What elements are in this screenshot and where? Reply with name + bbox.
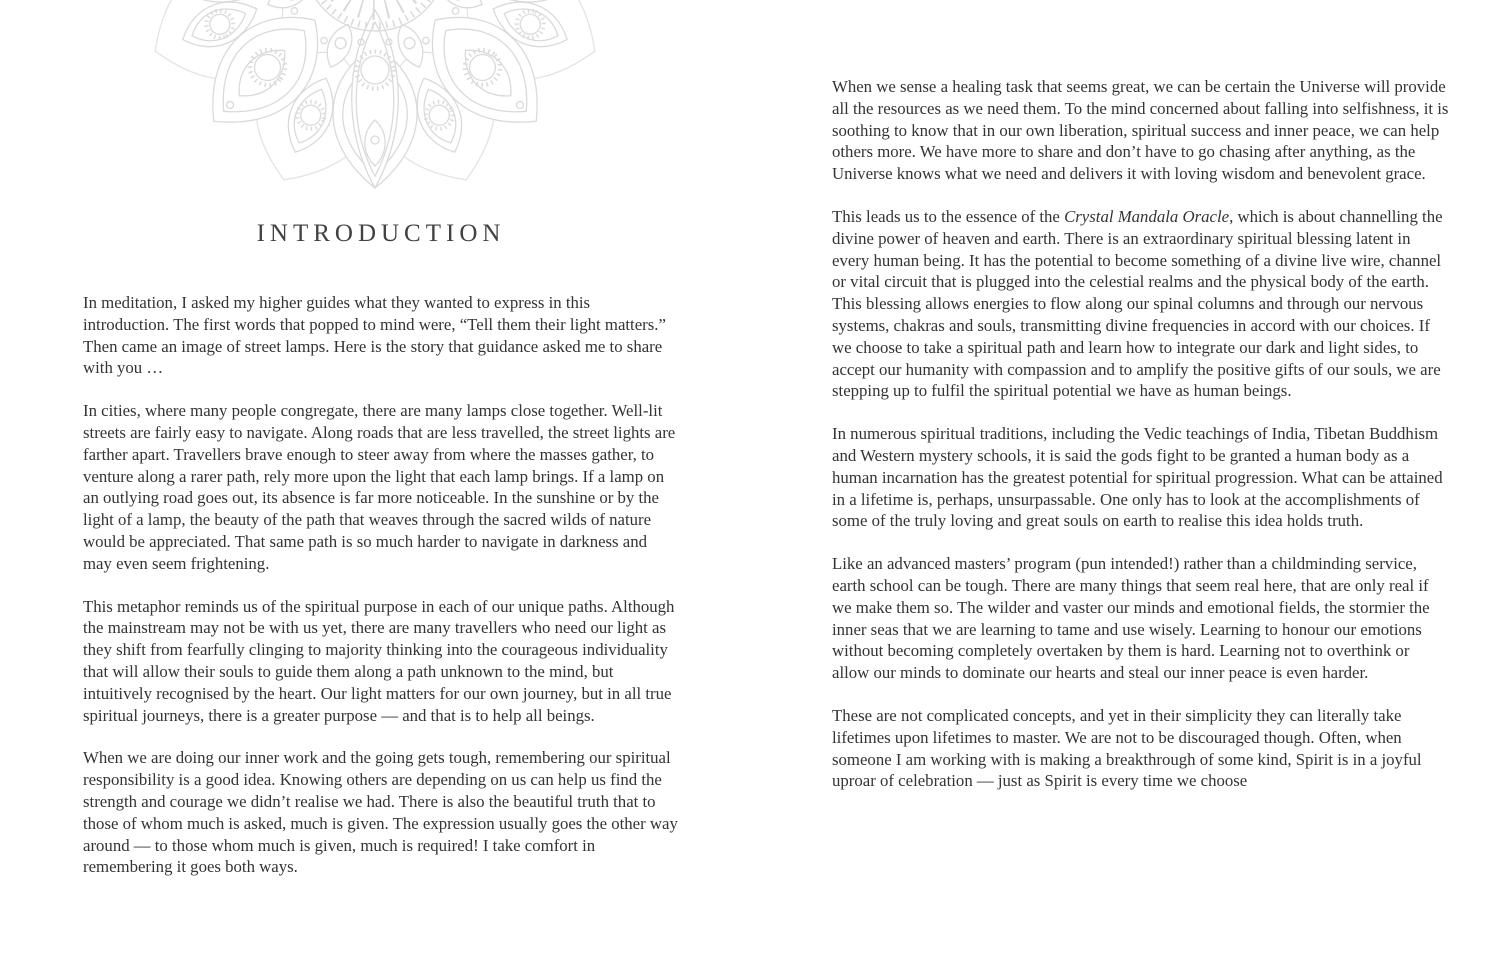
right-page [832, 0, 1450, 813]
body-paragraph: When we are doing our inner work and the going gets tough, remembering our spiritual responsibility is a good idea. Knowing others are depending on us can help us find the strength and courage we didn’t realise we had. There is also the beautiful truth that to those of whom much is asked, much is given. The expression usually goes the other way around — to those whom much is given, much is required! I take comfort in remembering it goes both ways. [83, 748, 678, 877]
body-paragraph: Like an advanced masters’ program (pun intended!) rather than a childminding service, earth school can be tough. There are many things that seem real here, that are only real if we make them so. The wilder and vaster our minds and emotional fields, the stormier the inner seas that we are learning to tame and use wisely. Learning to honour our emotions without becoming completely overtaken by them is hard. Learning not to overthink or allow our minds to dominate our hearts and steal our inner peace is even harder. [832, 554, 1430, 683]
body-paragraph [832, 206, 1450, 402]
body-paragraph: In meditation, I asked my higher guides what they wanted to express in this introduction. The first words that popped to mind were, “Tell them their light matters.” Then came an image of street lamps. Here is the story that guidance asked me to share with you … [83, 293, 666, 378]
left-page [83, 0, 679, 899]
book-title-italic: Crystal Mandala Oracle [1064, 206, 1230, 226]
body-paragraph: These are not complicated concepts, and yet in their simplicity they can literally take lifetimes upon lifetimes to master. We are not to be discouraged though. Often, when someone I am working with is making a breakthrough of some kind, Spirit is in a joyful uproar of celebration — just as Spirit is every time we choose [832, 705, 1422, 791]
body-paragraph: In cities, where many people congregate, there are many lamps close together. Well-lit streets are fairly easy to navigate. Along roads that are less travelled, the street lights are farther apart. Travellers brave enough to steer away from where the masses gather, to venture along a rarer path, rely more upon the light that each lamp brings. If a lamp on an outlying road goes out, its absence is far more noticeable. In the sunshine or by the light of a lamp, the beauty of the path that weaves through the sacred wilds of nature would be appreciated. That same path is so much harder to navigate in darkness and may even seem frightening. [83, 401, 676, 573]
paragraph-segment: , which is about channelling the divine power of heaven and earth. There is an extraordinary spiritual blessing latent in every human being. It has the potential to become something of a divine live wire, channel or vital circuit that is plugged into the celestial realms and the physical body of the earth. This blessing allows energies to flow along our spinal columns and through our nervous systems, chakras and souls, transmitting divine frequencies in accord with our choices. If we choose to take a spiritual path and learn how to integrate our dark and light sides, to accept our humanity with compassion and to amplify the positive gifts of our souls, we are stepping up to fulfil the spiritual potential we have as human beings. [832, 206, 1443, 401]
chapter-title: INTRODUCTION [256, 220, 506, 247]
body-paragraph: This metaphor reminds us of the spiritual purpose in each of our unique paths. Although the mainstream may not be with us yet, there are many travellers who need our light as they shift from fearfully clinging to majority thinking into the courageous individuality that will allow their souls to guide them along a path unknown to the mind, but intuitively recognised by the heart. Our light matters for our own journey, but in all true spiritual journeys, there is a greater purpose — and that is to help all beings. [83, 596, 675, 725]
paragraph-segment: This leads us to the essence of the [832, 206, 1065, 226]
body-paragraph: In numerous spiritual traditions, including the Vedic teachings of India, Tibetan Buddhism and Western mystery schools, it is said the gods fight to be granted a human body as a human incarnation has the greatest potential for spiritual progression. What can be attained in a lifetime is, perhaps, unsurpassable. One only has to look at the accomplishments of some of the truly loving and great souls on earth to realise this idea holds truth. [832, 424, 1443, 531]
body-paragraph: When we sense a healing task that seems great, we can be certain the Universe will provide all the resources as we need them. To the mind concerned about falling into selfishness, it is soothing to know that in our own liberation, spiritual success and inner peace, we can help others more. We have more to share and don’t have to go chasing after anything, as the Universe knows what we need and delivers it with loving wisdom and benevolent grace. [832, 77, 1449, 184]
